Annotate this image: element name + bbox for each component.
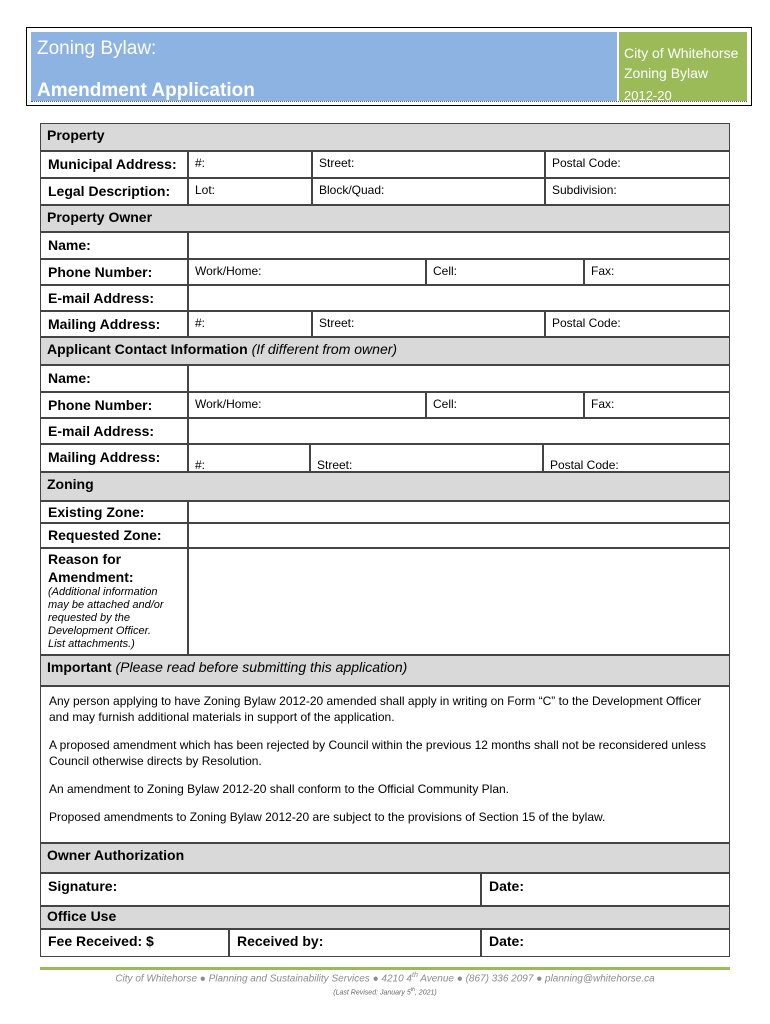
applicant-work-phone-field[interactable] (188, 392, 426, 418)
signature-field[interactable] (40, 873, 481, 906)
header-divider (31, 101, 747, 103)
applicant-name-label: Name: (40, 365, 188, 392)
office-date-label: Date: (489, 933, 525, 949)
row-reason-amendment (40, 548, 730, 655)
header-city-line2: Zoning Bylaw (624, 65, 709, 81)
section-office-title: Office Use (47, 908, 117, 924)
applicant-email-field[interactable] (188, 418, 730, 444)
section-property-title: Property (47, 127, 105, 143)
owner-name-field[interactable] (188, 232, 730, 259)
municipal-address-label: Municipal Address: (40, 151, 188, 178)
owner-email-field[interactable] (188, 285, 730, 311)
row-municipal-address (40, 151, 730, 178)
requested-zone-label: Requested Zone: (40, 523, 188, 548)
municipal-street-label: Street: (319, 156, 355, 170)
signature-date-field[interactable] (481, 873, 730, 906)
applicant-email-label: E-mail Address: (40, 418, 188, 444)
section-applicant-note: (If different from owner) (251, 341, 398, 357)
section-zoning (40, 472, 730, 501)
legal-description-label: Legal Description: (40, 178, 188, 205)
applicant-mailing-street-label: Street: (317, 458, 353, 472)
row-owner-phone (40, 259, 730, 285)
row-applicant-mailing (40, 444, 730, 472)
section-important-title: Important (47, 659, 112, 675)
owner-work-label: Work/Home: (195, 264, 262, 278)
owner-mailing-postal-field[interactable] (545, 311, 730, 337)
applicant-mailing-street-field[interactable] (310, 444, 543, 472)
footer-contact-sup: th (412, 972, 418, 979)
municipal-postal-label: Postal Code: (552, 156, 621, 170)
subdivision-field[interactable] (545, 178, 730, 205)
reason-note-line2: may be attached and/or (48, 599, 164, 611)
section-important (40, 655, 730, 686)
signature-date-label: Date: (489, 878, 525, 894)
owner-mailing-label: Mailing Address: (40, 311, 188, 337)
row-signature (40, 873, 730, 906)
lot-label: Lot: (195, 183, 216, 197)
owner-fax-field[interactable] (584, 259, 730, 285)
existing-zone-field[interactable] (188, 501, 730, 523)
existing-zone-label: Existing Zone: (40, 501, 188, 523)
section-important-note: (Please read before submitting this application) (115, 659, 408, 675)
owner-work-phone-field[interactable] (188, 259, 426, 285)
subdivision-label: Subdivision: (552, 183, 617, 197)
applicant-fax-field[interactable] (584, 392, 730, 418)
important-notes-box (40, 686, 730, 843)
applicant-cell-field[interactable] (426, 392, 584, 418)
row-applicant-name (40, 365, 730, 392)
header-banner (26, 27, 752, 106)
footer-divider (40, 967, 730, 970)
applicant-cell-label: Cell: (433, 397, 458, 411)
row-legal-description (40, 178, 730, 205)
section-property-owner (40, 205, 730, 232)
owner-mailing-street-field[interactable] (312, 311, 545, 337)
section-office-use (40, 906, 730, 929)
office-date-field[interactable] (481, 929, 730, 957)
municipal-number-field[interactable] (188, 151, 312, 178)
header-bylaw-number: 2012-20 (624, 88, 672, 103)
section-owner-title: Property Owner (47, 209, 153, 225)
owner-cell-label: Cell: (433, 264, 458, 278)
owner-mailing-postal-label: Postal Code: (552, 316, 621, 330)
important-para-1: Any person applying to have Zoning Bylaw 2012-20 amended shall apply in writing on Form “C” to the Development Officer and may furnish additional materials in support of the application. (49, 694, 702, 724)
header-city-text (624, 43, 738, 83)
row-office-use (40, 929, 730, 957)
section-property (40, 123, 730, 151)
applicant-name-field[interactable] (188, 365, 730, 392)
municipal-street-field[interactable] (312, 151, 545, 178)
row-applicant-email (40, 418, 730, 444)
row-requested-zone (40, 523, 730, 548)
applicant-phone-label: Phone Number: (40, 392, 188, 418)
owner-name-label: Name: (40, 232, 188, 259)
row-owner-mailing (40, 311, 730, 337)
owner-phone-label: Phone Number: (40, 259, 188, 285)
row-existing-zone (40, 501, 730, 523)
important-para-4: Proposed amendments to Zoning Bylaw 2012-20 are subject to the provisions of Section 15 of the bylaw. (49, 810, 606, 824)
header-title-panel (31, 32, 617, 101)
reason-label-line1: Reason for (48, 551, 122, 567)
reason-field[interactable] (188, 548, 730, 655)
applicant-mailing-postal-field[interactable] (543, 444, 730, 472)
signature-label: Signature: (48, 878, 118, 894)
important-para-2: A proposed amendment which has been rejected by Council within the previous 12 months shall not be reconsidered unless Council otherwise directs by Resolution. (49, 738, 707, 768)
reason-note (48, 586, 180, 651)
applicant-fax-label: Fax: (591, 397, 615, 411)
reason-note-line4: Development Officer. (48, 625, 151, 637)
block-quad-label: Block/Quad: (319, 183, 385, 197)
footer-contact (40, 972, 730, 984)
applicant-mailing-number-field[interactable] (188, 444, 310, 472)
owner-fax-label: Fax: (591, 264, 615, 278)
section-owner-authorization (40, 843, 730, 873)
requested-zone-field[interactable] (188, 523, 730, 548)
section-authorization-title: Owner Authorization (47, 847, 185, 863)
applicant-mailing-postal-label: Postal Code: (550, 458, 619, 472)
footer-contact-pre: City of Whitehorse ● Planning and Sustainability Services ● 4210 4 (115, 973, 412, 985)
owner-email-label: E-mail Address: (40, 285, 188, 311)
applicant-mailing-label: Mailing Address: (40, 444, 188, 472)
applicant-mailing-number-label: #: (195, 458, 206, 472)
reason-note-line3: requested by the (48, 612, 130, 624)
section-applicant-title: Applicant Contact Information (47, 341, 248, 357)
owner-mailing-number-field[interactable] (188, 311, 312, 337)
important-para-3: An amendment to Zoning Bylaw 2012-20 shall conform to the Official Community Plan. (49, 782, 510, 796)
header-title-line2: Amendment Application (37, 80, 255, 101)
section-zoning-title: Zoning (47, 476, 94, 492)
received-by-label: Received by: (237, 933, 324, 949)
footer-last-revised (40, 987, 730, 996)
applicant-work-label: Work/Home: (195, 397, 262, 411)
fee-received-field[interactable] (40, 929, 229, 957)
footer-contact-post: Avenue ● (867) 336 2097 ● planning@whitehorse.ca (417, 973, 655, 985)
header-city-panel (619, 32, 747, 101)
footer-revised-pre: (Last Revised: January 5 (333, 989, 411, 997)
municipal-number-label: #: (195, 156, 206, 170)
section-applicant-contact (40, 337, 730, 365)
reason-note-line5: List attachments.) (48, 638, 135, 650)
reason-label-block (40, 548, 188, 655)
block-quad-field[interactable] (312, 178, 545, 205)
received-by-field[interactable] (229, 929, 481, 957)
row-applicant-phone (40, 392, 730, 418)
owner-mailing-street-label: Street: (319, 316, 355, 330)
header-city-line1: City of Whitehorse (624, 45, 739, 61)
reason-note-line1: (Additional information (48, 586, 158, 598)
header-title-line1: Zoning Bylaw: (37, 38, 157, 59)
owner-cell-field[interactable] (426, 259, 584, 285)
owner-mailing-number-label: #: (195, 316, 206, 330)
footer-revised-sup: th (410, 987, 415, 993)
fee-received-label: Fee Received: $ (48, 933, 154, 949)
footer-revised-post: , 2021) (414, 989, 437, 997)
municipal-postal-field[interactable] (545, 151, 730, 178)
reason-label-line2: Amendment: (48, 569, 134, 585)
row-owner-email (40, 285, 730, 311)
lot-field[interactable] (188, 178, 312, 205)
row-owner-name (40, 232, 730, 259)
